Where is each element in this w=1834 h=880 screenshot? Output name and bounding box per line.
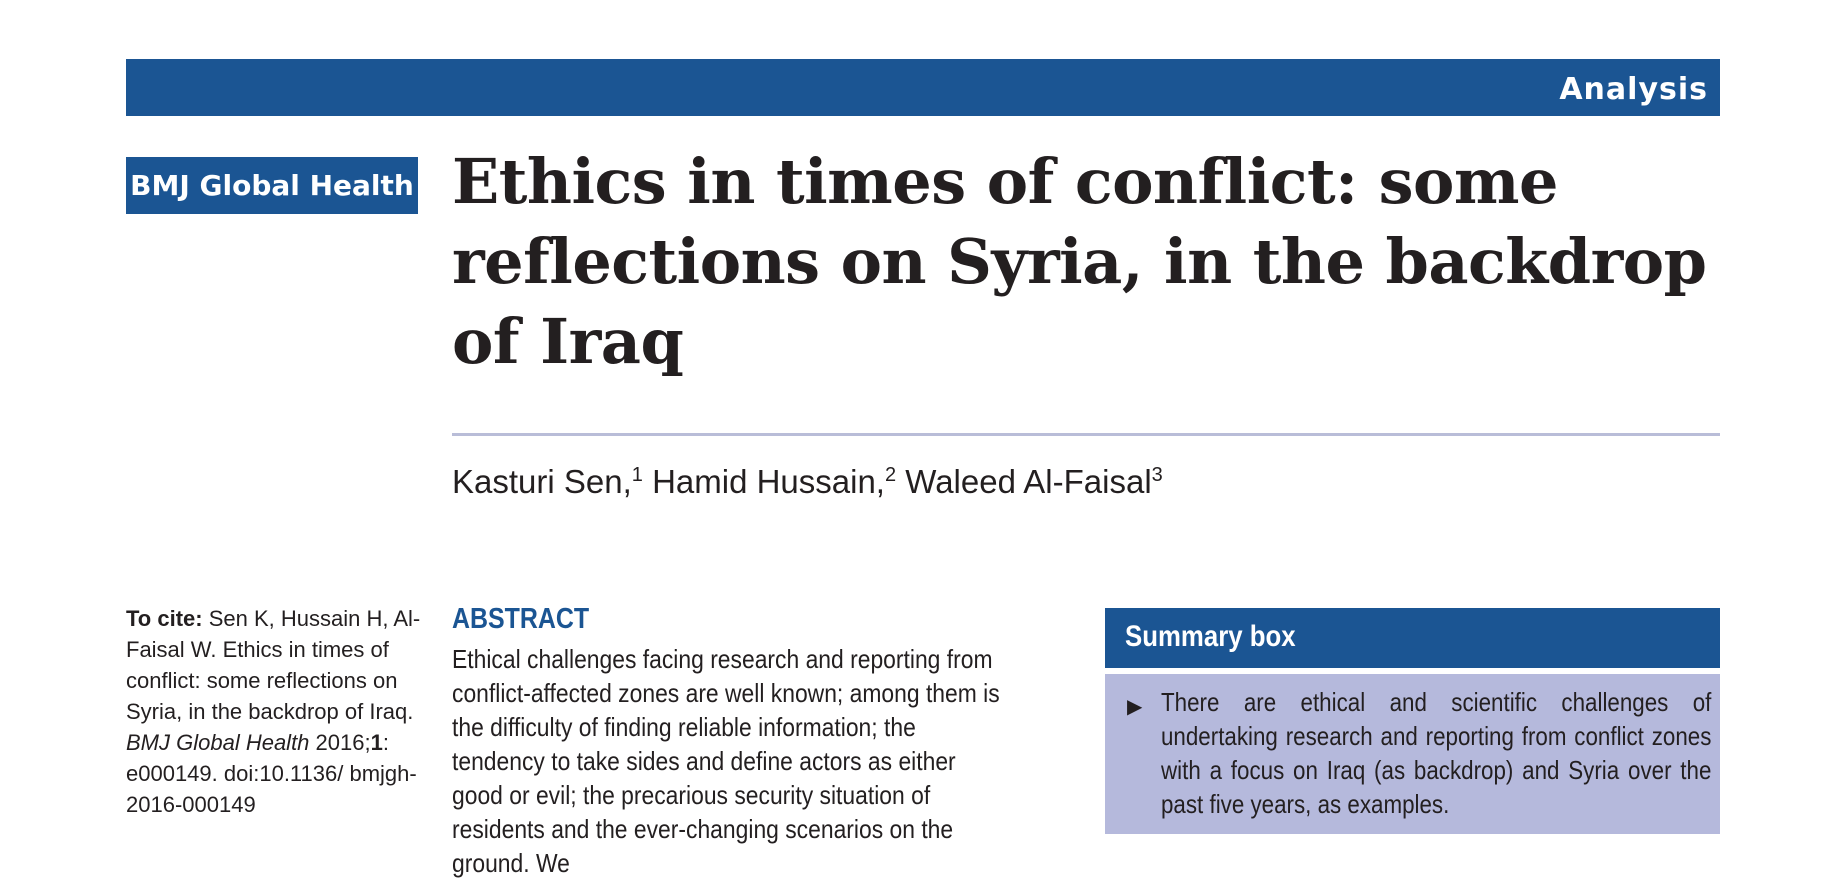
author-name: Kasturi Sen, [452, 463, 632, 500]
citation-doi: : e000149. doi:10.1136/ bmjgh-2016-000149 [126, 730, 417, 817]
author-list [452, 463, 1163, 501]
summary-bullet: There are ethical and scientific challenges of undertaking research and reporting from conflict zones with a focus on Iraq (as backdrop) and Syria over the past five years, as examples. [1161, 687, 1712, 819]
journal-logo: BMJ Global Health [126, 157, 418, 214]
summary-box-title: Summary box [1125, 620, 1296, 653]
abstract-heading: ABSTRACT [452, 603, 590, 635]
abstract-text: Ethical challenges facing research and reporting from conflict-affected zones are well known; among them is the difficulty of finding reliable information; the tendency to take sides and define actors as either good or evil; the precarious security situation of residents and the ever-changing scenarios on the ground. We [452, 644, 1000, 878]
title-divider [452, 433, 1720, 436]
citation-block [126, 603, 426, 820]
author-name: Waleed Al-Faisal [905, 463, 1152, 500]
author-affiliation: 3 [1151, 464, 1163, 486]
citation-label: To cite: [126, 606, 203, 631]
citation-journal: BMJ Global Health [126, 730, 310, 755]
summary-box-body [1105, 674, 1720, 834]
article-title [452, 142, 1712, 382]
title-line: Ethics in times of conflict: some [452, 145, 1558, 218]
summary-box-header [1105, 608, 1720, 668]
title-line: of Iraq [452, 305, 684, 378]
section-label: Analysis [1559, 72, 1708, 107]
section-header-bar [126, 59, 1720, 116]
citation-year: 2016; [315, 730, 371, 755]
citation-text: Sen K, Hussain H, Al-Faisal W. Ethics in times of conflict: some reflections on Syria, in the backdrop of Iraq. [126, 606, 421, 724]
title-line: reflections on Syria, in the backdrop [452, 225, 1707, 298]
author-name: Hamid Hussain, [652, 463, 885, 500]
author-affiliation: 2 [884, 464, 897, 486]
citation-volume: 1 [370, 730, 383, 755]
author-affiliation: 1 [631, 464, 643, 486]
triangle-right-icon: ▶ [1127, 696, 1143, 718]
